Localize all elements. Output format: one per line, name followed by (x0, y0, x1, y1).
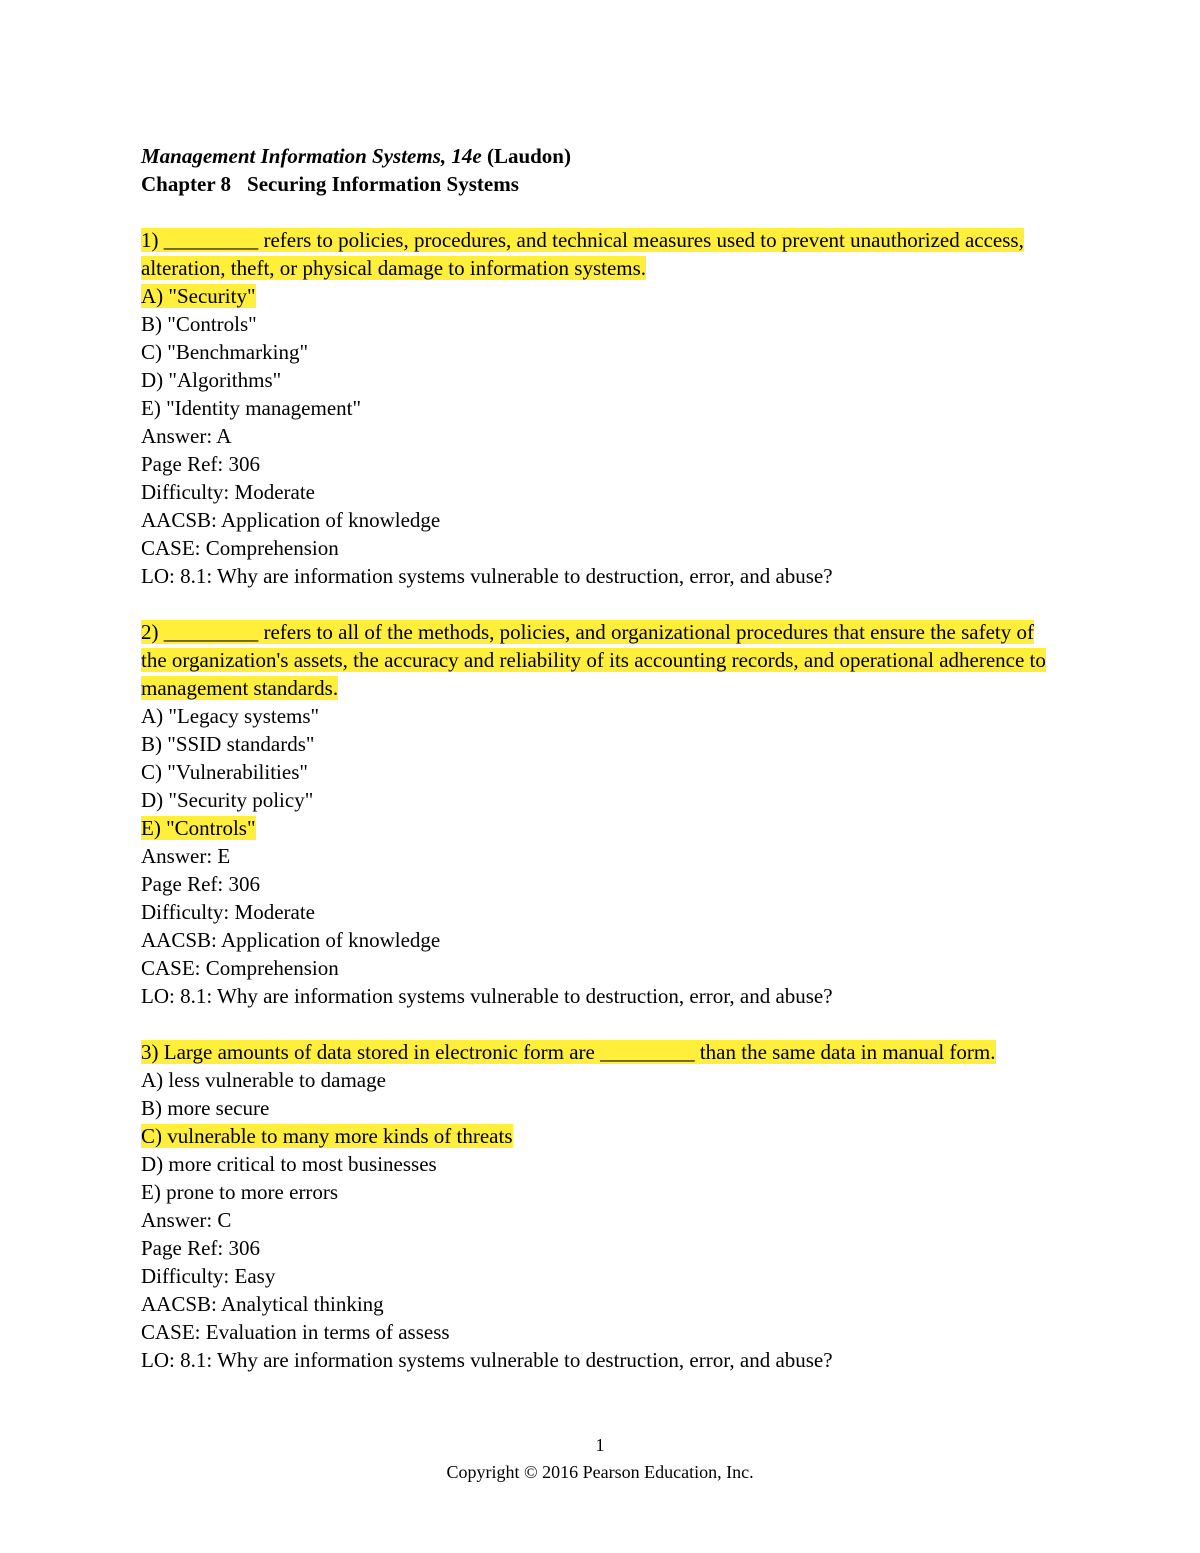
question-1-stem: 1) _________ refers to policies, procedures, and technical measures used to prevent unauthorized access, alteration, theft, or physical damage to information systems. (141, 228, 1024, 280)
page-ref-line: Page Ref: 306 (141, 452, 260, 476)
question-block-1 (141, 226, 1056, 590)
answer-line: Answer: A (141, 424, 232, 448)
difficulty-line: Difficulty: Moderate (141, 480, 315, 504)
option-c: C) vulnerable to many more kinds of threats (141, 1124, 513, 1148)
learning-objective-line: LO: 8.1: Why are information systems vulnerable to destruction, error, and abuse? (141, 564, 833, 588)
option-a: A) less vulnerable to damage (141, 1068, 386, 1092)
case-line: CASE: Evaluation in terms of assess (141, 1320, 450, 1344)
question-block-3 (141, 1038, 1056, 1374)
option-e: E) prone to more errors (141, 1180, 339, 1204)
book-title-line (141, 142, 1056, 170)
case-line: CASE: Comprehension (141, 956, 339, 980)
case-line: CASE: Comprehension (141, 536, 339, 560)
option-c: C) "Vulnerabilities" (141, 760, 308, 784)
learning-objective-line: LO: 8.1: Why are information systems vulnerable to destruction, error, and abuse? (141, 984, 833, 1008)
aacsb-line: AACSB: Analytical thinking (141, 1292, 384, 1316)
page-ref-line: Page Ref: 306 (141, 872, 260, 896)
chapter-label: Chapter 8 (141, 172, 232, 196)
aacsb-line: AACSB: Application of knowledge (141, 928, 441, 952)
book-author: (Laudon) (486, 144, 571, 168)
difficulty-line: Difficulty: Moderate (141, 900, 315, 924)
option-a: A) "Legacy systems" (141, 704, 320, 728)
aacsb-line: AACSB: Application of knowledge (141, 508, 441, 532)
answer-line: Answer: C (141, 1208, 232, 1232)
question-text (141, 226, 1056, 282)
answer-line: Answer: E (141, 844, 231, 868)
option-a: A) "Security" (141, 284, 256, 308)
question-block-2 (141, 618, 1056, 1010)
option-e: E) "Controls" (141, 816, 256, 840)
option-d: D) more critical to most businesses (141, 1152, 437, 1176)
question-2-stem: 2) _________ refers to all of the methods, policies, and organizational procedures that ensure the safety of the organization's assets, the accuracy and reliability of its accounting records, and operational adherence to management standards. (141, 620, 1046, 700)
book-title: Management Information Systems, 14e (141, 144, 482, 168)
question-3-stem: 3) Large amounts of data stored in electronic form are _________ than the same data in manual form. (141, 1040, 996, 1064)
option-b: B) "SSID standards" (141, 732, 315, 756)
option-b: B) more secure (141, 1096, 270, 1120)
chapter-title: Securing Information Systems (247, 172, 519, 196)
option-d: D) "Security policy" (141, 788, 314, 812)
question-text (141, 618, 1056, 702)
option-d: D) "Algorithms" (141, 368, 282, 392)
learning-objective-line: LO: 8.1: Why are information systems vulnerable to destruction, error, and abuse? (141, 1348, 833, 1372)
option-e: E) "Identity management" (141, 396, 362, 420)
page-ref-line: Page Ref: 306 (141, 1236, 260, 1260)
question-text (141, 1038, 1056, 1066)
document-content (141, 142, 1056, 1374)
option-c: C) "Benchmarking" (141, 340, 309, 364)
difficulty-line: Difficulty: Easy (141, 1264, 276, 1288)
option-b: B) "Controls" (141, 312, 257, 336)
page-number: 1 (595, 1435, 605, 1455)
copyright-notice: Copyright © 2016 Pearson Education, Inc. (446, 1462, 754, 1482)
chapter-heading (141, 170, 1056, 198)
